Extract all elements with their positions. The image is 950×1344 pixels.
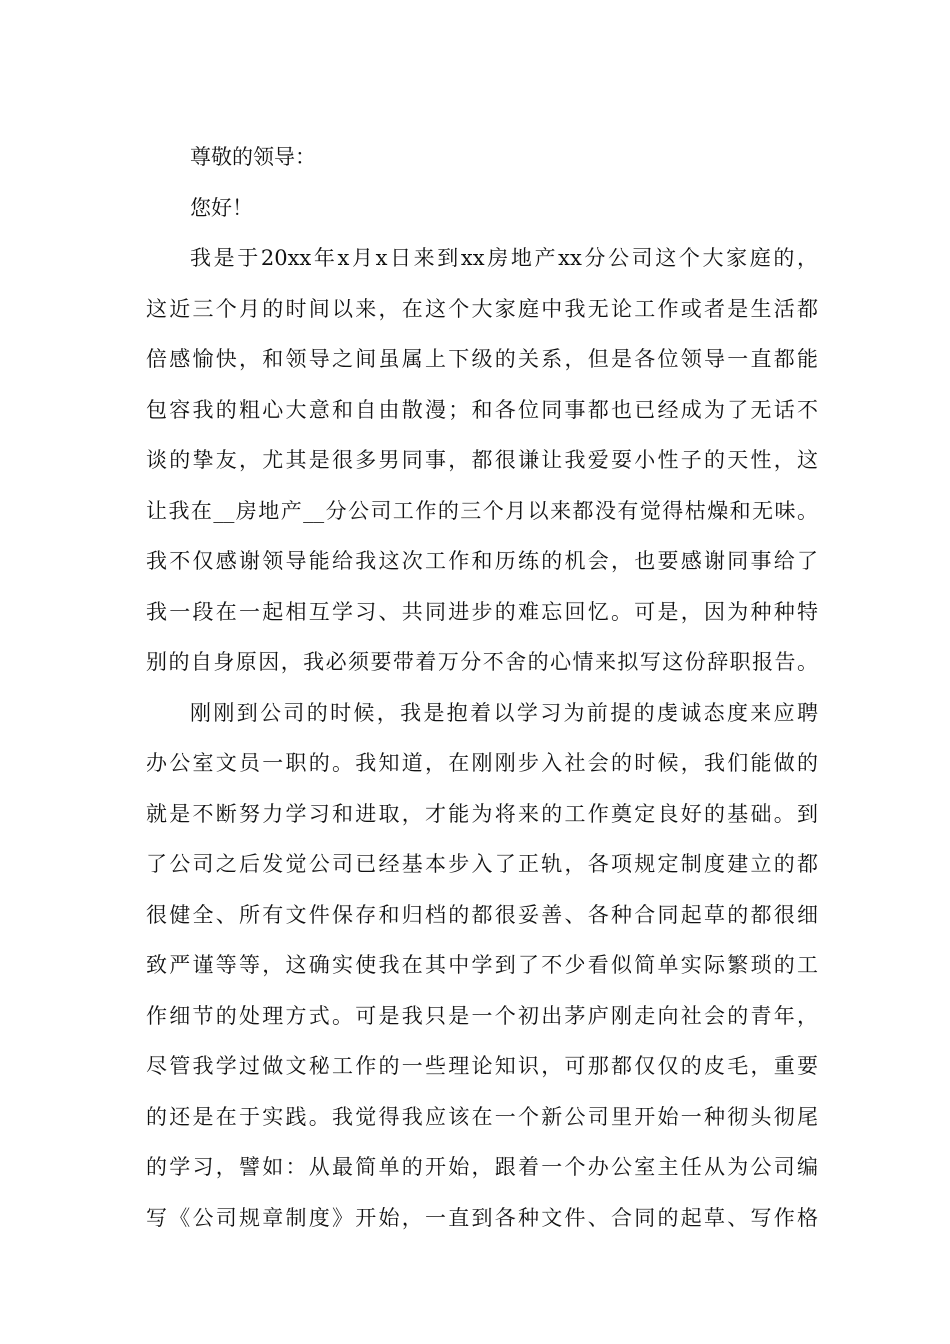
salutation: 尊敬的领导： [190, 145, 316, 169]
paragraph-line: 别的自身原因，我必须要带着万分不舍的心情来拟写这份辞职报告。 [146, 650, 818, 674]
paragraph-line: 的学习，譬如：从最简单的开始，跟着一个办公室主任从为公司编 [146, 1155, 818, 1179]
paragraph-line: 我不仅感谢领导能给我这次工作和历练的机会，也要感谢同事给了 [146, 549, 818, 573]
paragraph-line: 的还是在于实践。我觉得我应该在一个新公司里开始一种彻头彻尾 [146, 1104, 818, 1129]
paragraph-line: 我一段在一起相互学习、共同进步的难忘回忆。可是，因为种种特 [146, 599, 818, 624]
paragraph-line: 了公司之后发觉公司已经基本步入了正轨，各项规定制度建立的都 [146, 852, 818, 876]
paragraph-line: 尽管我学过做文秘工作的一些理论知识，可那都仅仅的皮毛，重要 [146, 1054, 818, 1078]
paragraph-line: 就是不断努力学习和进取，才能为将来的工作奠定良好的基础。到 [146, 801, 818, 826]
paragraph-line: 倍感愉快，和领导之间虽属上下级的关系，但是各位领导一直都能 [146, 347, 818, 371]
paragraph-line: 这近三个月的时间以来，在这个大家庭中我无论工作或者是生活都 [146, 296, 818, 321]
paragraph-line: 作细节的处理方式。可是我只是一个初出茅庐刚走向社会的青年， [146, 1003, 818, 1028]
paragraph-line: 我是于20xx年x月x日来到xx房地产xx分公司这个大家庭的， [190, 246, 818, 270]
paragraph-1 [146, 233, 818, 688]
letter-body [146, 132, 818, 1243]
paragraph-line: 包容我的粗心大意和自由散漫；和各位同事都也已经成为了无话不 [146, 397, 818, 422]
paragraph-line: 办公室文员一职的。我知道，在刚刚步入社会的时候，我们能做的 [146, 751, 818, 775]
paragraph-line: 写《公司规章制度》开始，一直到各种文件、合同的起草、写作格 [146, 1205, 818, 1230]
paragraph-line: 致严谨等等，这确实使我在其中学到了不少看似简单实际繁琐的工 [146, 953, 818, 977]
paragraph-line: 很健全、所有文件保存和归档的都很妥善、各种合同起草的都很细 [146, 902, 818, 927]
paragraph-line: 谈的挚友，尤其是很多男同事，都很谦让我爱耍小性子的天性，这 [146, 448, 818, 472]
paragraph-2 [146, 688, 818, 1244]
greeting: 您好！ [190, 195, 253, 220]
paragraph-line: 让我在__房地产__分公司工作的三个月以来都没有觉得枯燥和无味。 [146, 498, 818, 523]
paragraph-line: 刚刚到公司的时候，我是抱着以学习为前提的虔诚态度来应聘 [190, 700, 818, 725]
